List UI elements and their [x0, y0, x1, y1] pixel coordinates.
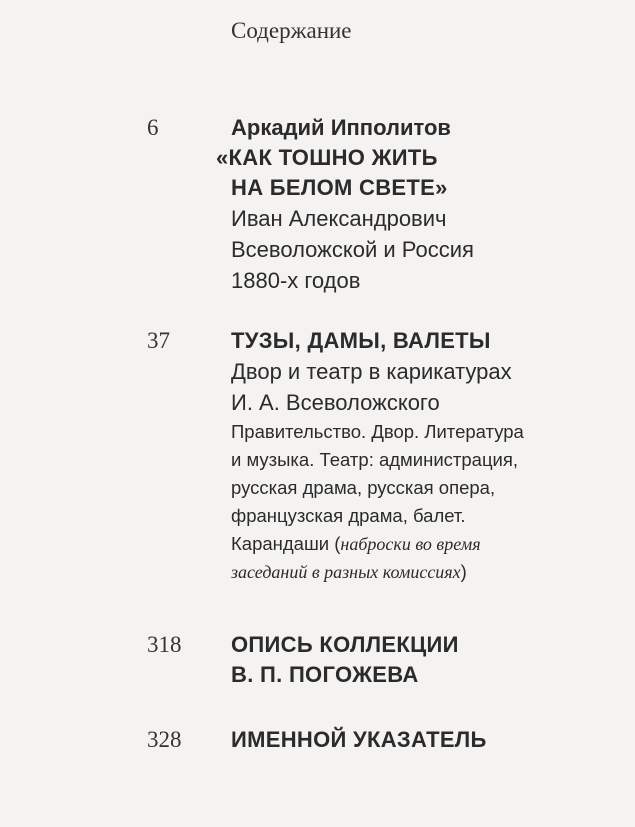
page-title: Содержание [231, 18, 352, 43]
detail-italic-text: заседаний в разных комиссиях [231, 562, 461, 582]
entry-detail-line: русская драма, русская опера, [231, 477, 496, 498]
entry-title-line: В. П. ПОГОЖЕВА [231, 662, 419, 687]
detail-text: ) [460, 561, 467, 582]
page-number: 318 [147, 632, 182, 657]
entry-subtitle-line: 1880-х годов [231, 268, 361, 293]
page-number: 328 [147, 727, 182, 752]
page-number: 37 [147, 328, 170, 353]
entry-subtitle-line: Двор и театр в карикатурах [231, 359, 512, 384]
toc-entry-body [231, 630, 631, 690]
entry-title-line: «КАК ТОШНО ЖИТЬ [216, 145, 438, 170]
detail-text: Карандаши ( [231, 533, 341, 554]
entry-title-line: НА БЕЛОМ СВЕТЕ» [231, 175, 448, 200]
page-number: 6 [147, 115, 159, 140]
toc-entry-body [216, 113, 631, 296]
entry-subtitle-line: И. А. Всеволожского [231, 390, 440, 415]
toc-entry-body [231, 725, 631, 755]
entry-title-line: ТУЗЫ, ДАМЫ, ВАЛЕТЫ [231, 328, 491, 353]
entry-author: Аркадий Ипполитов [231, 115, 451, 140]
detail-italic-text: наброски во время [340, 534, 481, 554]
entry-detail-line: Правительство. Двор. Литература [231, 421, 524, 442]
entry-detail-line [231, 558, 631, 586]
entry-detail-line: французская драма, балет. [231, 505, 466, 526]
toc-entry-body [231, 326, 631, 586]
entry-subtitle-line: Иван Александрович [231, 206, 447, 231]
entry-title-line: ИМЕННОЙ УКАЗАТЕЛЬ [231, 727, 487, 752]
entry-title-line: ОПИСЬ КОЛЛЕКЦИИ [231, 632, 459, 657]
entry-subtitle-line: Всеволожской и Россия [231, 237, 474, 262]
entry-detail-line [231, 530, 631, 558]
entry-detail-line: и музыка. Театр: администрация, [231, 449, 519, 470]
